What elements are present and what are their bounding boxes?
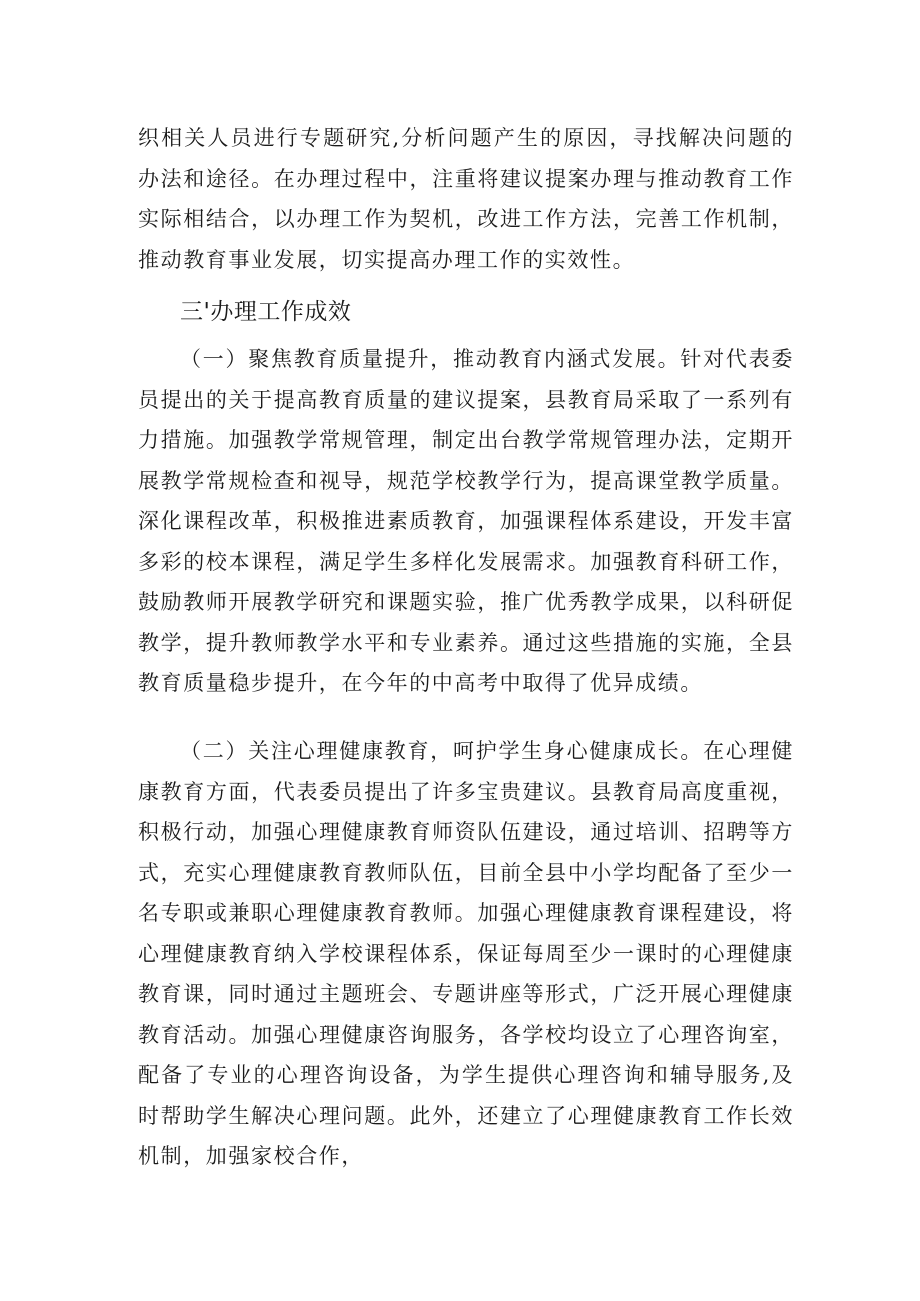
- paragraph-mental-health: （二）关注心理健康教育，呵护学生身心健康成长。在心理健康教育方面，代表委员提出了许多宝贵建议。县教育局高度重视，积极行动，加强心理健康教育师资队伍建设，通过培训、招聘等方式，充实心理健康教育教师队伍，目前全县中小学均配备了至少一名专职或兼职心理健康教育教师。加强心理健康教育课程建设，将心理健康教育纳入学校课程体系，保证每周至少一课时的心理健康教育课，同时通过主题班会、专题讲座等形式，广泛开展心理健康教育活动。加强心理健康咨询服务，各学校均设立了心理咨询室，配备了专业的心理咨询设备，为学生提供心理咨询和辅导服务,及时帮助学生解决心理问题。此外，还建立了心理健康教育工作长效机制，加强家校合作，: [138, 739, 794, 1168]
- paragraph-education-quality: （一）聚焦教育质量提升，推动教育内涵式发展。针对代表委员提出的关于提高教育质量的建议提案，县教育局采取了一系列有力措施。加强教学常规管理，制定出台教学常规管理办法，定期开展教学常规检查和视导，规范学校教学行为，提高课堂教学质量。深化课程改革，积极推进素质教育，加强课程体系建设，开发丰富多彩的校本课程，满足学生多样化发展需求。加强教育科研工作，鼓励教师开展教学研究和课题实验，推广优秀教学成果，以科研促教学，提升教师教学水平和专业素养。通过这些措施的实施，全县教育质量稳步提升，在今年的中高考中取得了优异成绩。: [138, 347, 794, 695]
- section-heading: 三'办理工作成效: [180, 299, 352, 325]
- continuation-paragraph: 织相关人员进行专题研究,分析问题产生的原因，寻找解决问题的办法和途径。在办理过程中，注重将建议提案办理与推动教育工作实际相结合，以办理工作为契机，改进工作方法，完善工作机制，推动教育事业发展，切实提高办理工作的实效性。: [138, 126, 794, 272]
